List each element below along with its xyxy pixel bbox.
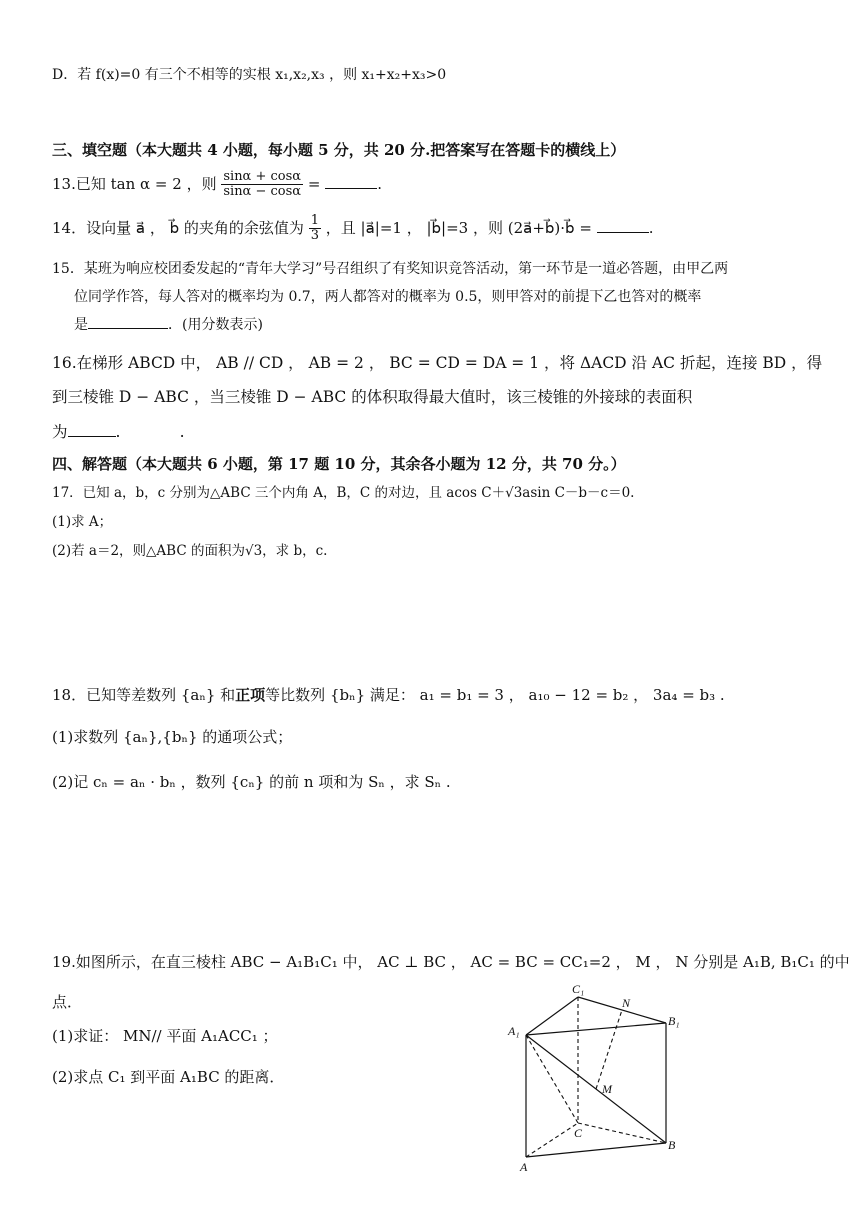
q13-denominator: sinα − cosα bbox=[223, 184, 302, 200]
segment-m-n bbox=[596, 1010, 622, 1089]
question-13 bbox=[52, 170, 382, 200]
q13-equals: = bbox=[307, 174, 321, 193]
prism-solid-edges bbox=[526, 997, 666, 1157]
q17-stem: 17．已知 a，b，c 分别为△ABC 三个内角 A，B，C 的对边，且 acos C＋√3asin C－b－c＝0. bbox=[52, 485, 635, 501]
q15-line3-prefix: 是 bbox=[74, 317, 88, 333]
q15-line3 bbox=[74, 314, 263, 334]
section-3-title: 三、填空题（本大题共 4 小题，每小题 5 分，共 20 分.把答案写在答题卡的横线上） bbox=[52, 141, 626, 159]
prism-dashed-edges bbox=[526, 997, 666, 1157]
q14-prefix: 14．设向量 bbox=[52, 218, 132, 237]
q18-part1: (1)求数列 {aₙ},{bₙ} 的通项公式； bbox=[52, 728, 293, 746]
label-c: C bbox=[574, 1126, 583, 1140]
section-4-title: 四、解答题（本大题共 6 小题，第 17 题 10 分，其余各小题为 12 分，共 70 分。） bbox=[52, 455, 626, 473]
q16-line3-suffix: . . bbox=[115, 423, 185, 441]
q13-fraction bbox=[221, 170, 303, 200]
q19-part1: (1)求证： MN// 平面 A₁ACC₁ ； bbox=[52, 1027, 278, 1045]
q18-stem bbox=[52, 684, 725, 705]
q17-part1: (1)求 A； bbox=[52, 514, 113, 530]
q13-prefix: 13.已知 tan α = 2 ，则 bbox=[52, 174, 217, 193]
label-c1: C₁ bbox=[572, 985, 585, 996]
q19-line1: 19.如图所示，在直三棱柱 ABC − A₁B₁C₁ 中， AC ⊥ BC ， AC = BC = CC₁=2 ， M ， N 分别是 A₁B, B₁C₁ 的中 bbox=[52, 953, 850, 971]
q14-answer-blank bbox=[597, 218, 649, 233]
label-b1: B₁ bbox=[668, 1014, 680, 1028]
edge-a1-b1 bbox=[526, 1023, 666, 1035]
label-b: B bbox=[668, 1138, 676, 1152]
q15-line1: 15．某班为响应校团委发起的“青年大学习”号召组织了有奖知识竞答活动，第一环节是一道必答题，由甲乙两 bbox=[52, 261, 729, 277]
q14-mid: a⃗ ， b⃗ 的夹角的余弦值为 bbox=[135, 218, 304, 237]
q16-line3-prefix: 为 bbox=[52, 423, 68, 441]
label-m: M bbox=[602, 1082, 612, 1096]
q14-frac-num: 1 bbox=[310, 213, 319, 228]
q18-stem-a: 18．已知等差数列 {aₙ} 和 bbox=[52, 686, 236, 704]
q16-line2: 到三棱锥 D − ABC ，当三棱锥 D − ABC 的体积取得最大值时，该三棱锥的外接球的表面积 bbox=[52, 388, 693, 406]
question-14 bbox=[52, 214, 653, 244]
q15-line2: 位同学作答，每人答对的概率均为 0.7，两人都答对的概率为 0.5，则甲答对的前提下乙也答对的概率 bbox=[74, 289, 702, 305]
q13-answer-blank bbox=[325, 174, 377, 189]
q14-tail: ，且 |a⃗|=1 ， |b⃗|=3 ，则 (2a⃗+b⃗)·b⃗ = bbox=[325, 218, 592, 237]
prism-figure bbox=[500, 985, 700, 1177]
q14-fraction bbox=[309, 214, 321, 244]
q16-answer-blank bbox=[68, 422, 116, 437]
q16-line3 bbox=[52, 420, 185, 442]
q16-line1: 16.在梯形 ABCD 中， AB // CD ， AB = 2 ， BC = CD = DA = 1 ，将 ΔACD 沿 AC 折起，连接 BD ，得 bbox=[52, 354, 823, 372]
label-a: A bbox=[520, 1160, 528, 1174]
edge-a1-c1 bbox=[526, 997, 578, 1035]
q19-line2: 点． bbox=[52, 993, 83, 1011]
q18-stem-b: 等比数列 {bₙ} 满足： a₁ = b₁ = 3 ， a₁₀ − 12 = b₂ ， 3a₄ = b₃ . bbox=[265, 686, 725, 704]
q13-end: . bbox=[377, 174, 382, 193]
q14-frac-den: 3 bbox=[310, 228, 319, 244]
q17-part2: (2)若 a＝2，则△ABC 的面积为√3，求 b，c. bbox=[52, 543, 328, 559]
q13-numerator: sinα + cosα bbox=[223, 169, 302, 184]
q15-line3-suffix: ．(用分数表示) bbox=[168, 317, 263, 333]
label-a1: A₁ bbox=[508, 1024, 520, 1038]
q18-stem-bold: 正项 bbox=[235, 686, 266, 704]
q18-part2: (2)记 cₙ = aₙ · bₙ ，数列 {cₙ} 的前 n 项和为 Sₙ ，求 Sₙ . bbox=[52, 773, 451, 791]
q19-part2: (2)求点 C₁ 到平面 A₁BC 的距离． bbox=[52, 1068, 285, 1086]
segment-a1-c bbox=[526, 1035, 578, 1123]
q14-end: . bbox=[648, 218, 654, 237]
label-n: N bbox=[622, 996, 631, 1010]
option-d: D．若 f(x)=0 有三个不相等的实根 x₁,x₂,x₃ ，则 x₁+x₂+x₃>0 bbox=[52, 67, 447, 83]
edge-a-c bbox=[526, 1123, 578, 1157]
q15-answer-blank bbox=[88, 314, 168, 329]
edge-a-b bbox=[526, 1143, 666, 1157]
